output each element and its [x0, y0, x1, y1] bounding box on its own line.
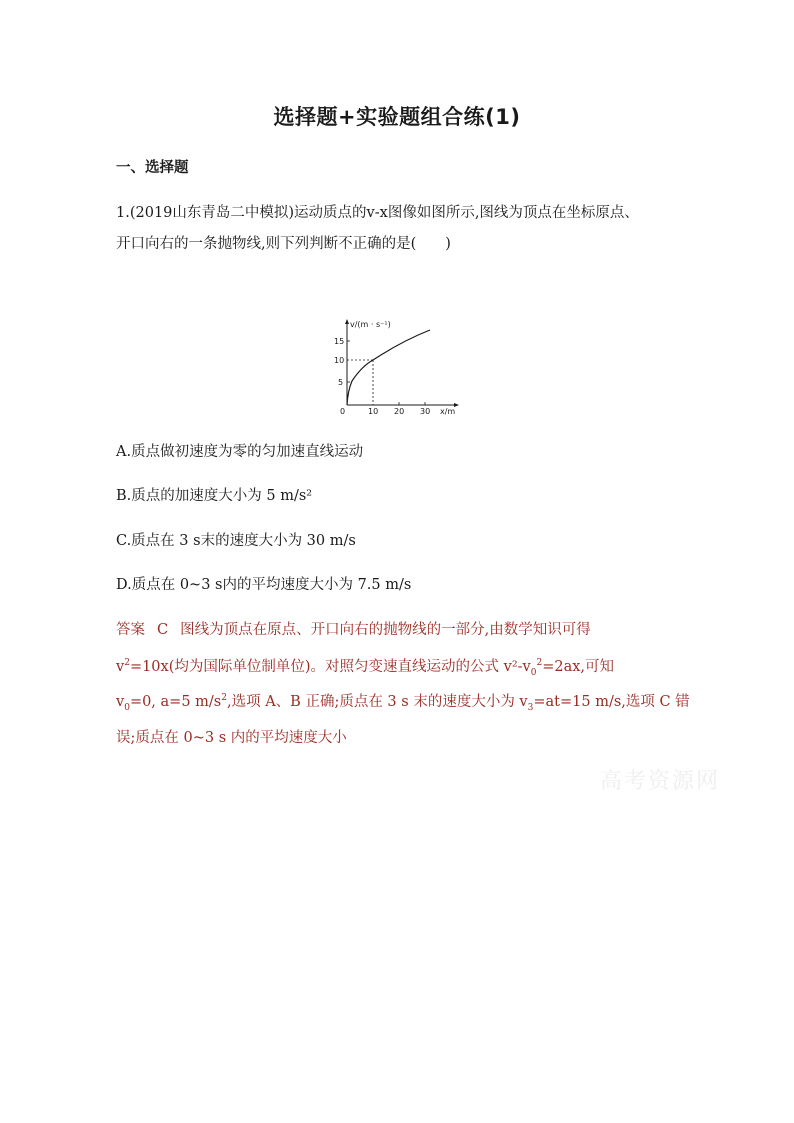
subscript: 0 — [124, 702, 130, 713]
origin-label: 0 — [340, 407, 346, 416]
subscript: 3 — [527, 702, 534, 713]
answer-choice: C — [157, 622, 169, 638]
answer-label: 答案 — [116, 622, 145, 638]
answer-text: ,选项 A、B 正确;质点在 3 s 末的速度大小为 v — [226, 694, 528, 710]
superscript: 2 — [536, 658, 543, 669]
answer-text: =at=15 m/s,选项 C 错 — [533, 694, 690, 710]
x-tick-label-20: 20 — [394, 407, 405, 416]
y-axis-arrow — [345, 319, 349, 324]
x-tick-label-30: 30 — [420, 407, 431, 416]
vx-graph-figure — [332, 316, 462, 420]
x-tick-label-10: 10 — [368, 407, 379, 416]
watermark: 高考资源网 — [600, 769, 721, 794]
answer-text: v — [116, 659, 125, 675]
question-text-line-2: 开口向右的一条抛物线,则下列判断不正确的是( ) — [116, 236, 451, 252]
answer-line-4: 误;质点在 0~3 s 内的平均速度大小 — [116, 730, 347, 746]
x-axis-label: x/m — [440, 407, 456, 416]
y-tick-label-10: 10 — [334, 356, 345, 365]
answer-text: =0, a=5 m/s — [129, 694, 222, 710]
option-c: C.质点在 3 s末的速度大小为 30 m/s — [116, 533, 356, 549]
page-title: 选择题+实验题组合练(1) — [273, 105, 521, 129]
answer-text: =2ax,可知 — [542, 659, 615, 675]
answer-text: =10x(均为国际单位制单位)。对照匀变速直线运动的公式 v²-v — [129, 659, 531, 675]
superscript: 2 — [124, 658, 130, 669]
answer-line-2 — [116, 655, 614, 678]
y-tick-label-15: 15 — [334, 337, 345, 346]
option-a: A.质点做初速度为零的匀加速直线运动 — [116, 444, 364, 460]
answer-line-3 — [116, 690, 690, 713]
section-heading: 一、选择题 — [116, 160, 189, 176]
answer-text: v — [116, 694, 125, 710]
y-axis-label: v/(m · s⁻¹) — [350, 320, 391, 329]
option-d: D.质点在 0~3 s内的平均速度大小为 7.5 m/s — [116, 577, 412, 593]
parabola-curve — [347, 330, 430, 405]
question-text-line-1: 1.(2019山东青岛二中模拟)运动质点的v-x图像如图所示,图线为顶点在坐标原点、 — [116, 205, 639, 221]
y-tick-label-5: 5 — [338, 378, 344, 387]
subscript: 0 — [530, 667, 537, 678]
answer-explanation-1: 图线为顶点在原点、开口向右的抛物线的一部分,由数学知识可得 — [180, 622, 591, 638]
option-b: B.质点的加速度大小为 5 m/s² — [116, 488, 313, 504]
superscript: 2 — [221, 693, 227, 704]
answer-line-1 — [116, 618, 591, 639]
